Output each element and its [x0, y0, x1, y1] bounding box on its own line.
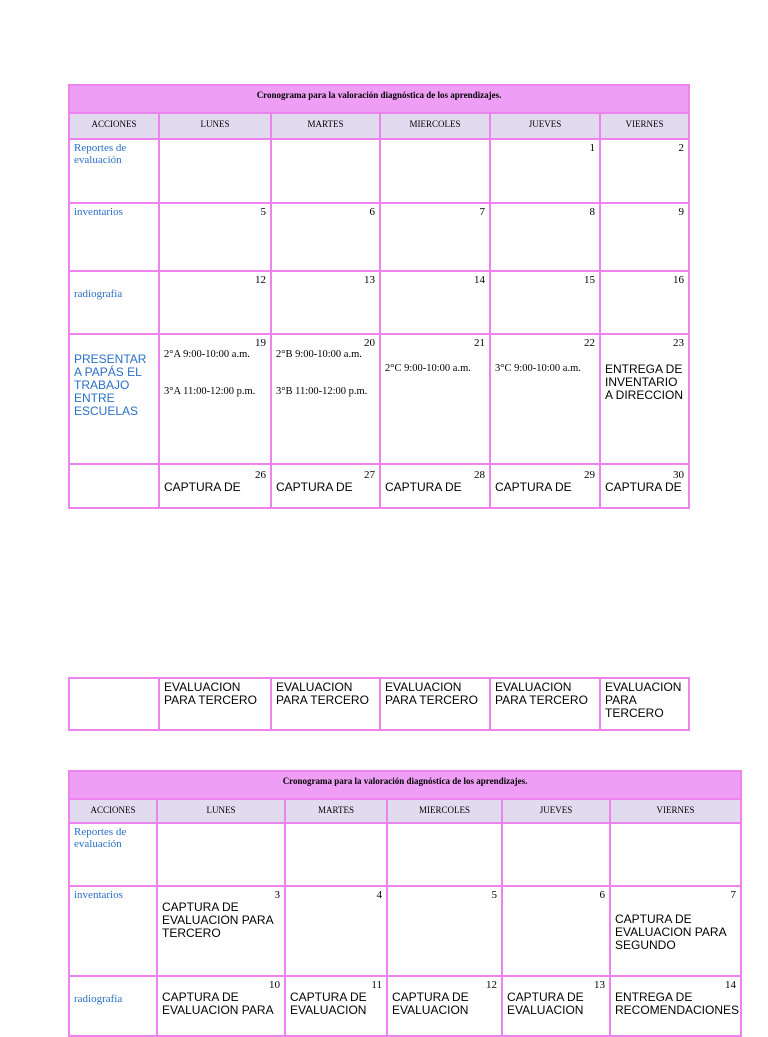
- schedule-entry: 3°C 9:00-10:00 a.m.: [495, 363, 581, 374]
- day-number: 6: [599, 889, 605, 901]
- schedule-entry: EVALUACION PARA TERCERO: [600, 678, 689, 730]
- day-cell: [271, 464, 380, 508]
- schedule-entry: EVALUACION PARA TERCERO: [271, 678, 380, 730]
- action-reportes: Reportes de evaluación: [69, 139, 159, 203]
- day-number: 14: [725, 979, 737, 991]
- schedule-entry: 2°C 9:00-10:00 a.m.: [385, 363, 471, 374]
- schedule-entry: 3°A 11:00-12:00 p.m.: [164, 386, 256, 397]
- schedule-entry: CAPTURA DE: [495, 480, 572, 494]
- header-martes: MARTES: [271, 113, 380, 139]
- day-number: 19: [255, 337, 266, 349]
- action-reportes: Reportes de evaluación: [69, 823, 157, 886]
- day-number: 14: [380, 271, 490, 334]
- schedule-entry: EVALUACION PARA TERCERO: [159, 678, 271, 730]
- table-title: Cronograma para la valoración diagnóstica de los aprendizajes.: [69, 85, 689, 113]
- day-cell: [159, 464, 271, 508]
- day-cell: [157, 976, 285, 1036]
- header-viernes: VIERNES: [600, 113, 689, 139]
- cell: [285, 823, 387, 886]
- day-number: 30: [673, 469, 685, 481]
- day-number: 12: [159, 271, 271, 334]
- action-presentar: PRESENTAR A PAPÁS EL TRABAJO ENTRE ESCUELAS: [69, 334, 159, 464]
- day-number: 15: [490, 271, 600, 334]
- schedule-entry: CAPTURA DE: [605, 480, 682, 494]
- day-number: 22: [584, 337, 595, 349]
- schedule-entry: EVALUACION PARA TERCERO: [380, 678, 490, 730]
- continuation-table: [68, 677, 690, 731]
- day-cell: [600, 334, 689, 464]
- header-jueves: JUEVES: [502, 799, 610, 823]
- header-viernes: VIERNES: [610, 799, 741, 823]
- day-cell: [502, 976, 610, 1036]
- header-miercoles: MIERCOLES: [387, 799, 502, 823]
- day-number: 7: [730, 889, 737, 901]
- day-number: 5: [159, 203, 271, 271]
- cell: [159, 139, 271, 203]
- schedule-entry: CAPTURA DE EVALUACION: [290, 990, 367, 1017]
- header-lunes: LUNES: [157, 799, 285, 823]
- day-number: 12: [486, 979, 497, 991]
- schedule-entry: CAPTURA DE: [164, 480, 241, 494]
- day-cell: [610, 976, 741, 1036]
- day-number: 4: [376, 889, 382, 901]
- day-cell: [387, 886, 502, 976]
- day-cell: [380, 464, 490, 508]
- header-jueves: JUEVES: [490, 113, 600, 139]
- schedule-entry: CAPTURA DE: [276, 480, 353, 494]
- day-number: 16: [600, 271, 689, 334]
- schedule-entry: 3°B 11:00-12:00 p.m.: [276, 386, 368, 397]
- day-number: 8: [490, 203, 600, 271]
- day-number: 2: [600, 139, 689, 203]
- day-number: 1: [490, 139, 600, 203]
- day-number: 13: [271, 271, 380, 334]
- action-radiografia: radiografía: [69, 271, 159, 334]
- schedule-entry: ENTREGA DE RECOMENDACIONES: [615, 990, 740, 1017]
- action-inventarios: inventarios: [69, 203, 159, 271]
- day-cell: [600, 464, 689, 508]
- cell: [157, 823, 285, 886]
- header-acciones: ACCIONES: [69, 113, 159, 139]
- schedule-entry: CAPTURA DE EVALUACION PARA: [162, 990, 274, 1017]
- header-martes: MARTES: [285, 799, 387, 823]
- day-cell: [157, 886, 285, 976]
- action-inventarios: inventarios: [69, 886, 157, 976]
- day-number: 21: [474, 337, 485, 349]
- day-number: 10: [269, 979, 280, 991]
- schedule-entry: CAPTURA DE EVALUACION: [507, 990, 584, 1017]
- header-miercoles: MIERCOLES: [380, 113, 490, 139]
- schedule-entry: 2°A 9:00-10:00 a.m.: [164, 349, 250, 360]
- day-number: 6: [271, 203, 380, 271]
- day-cell: [285, 976, 387, 1036]
- cell: [380, 139, 490, 203]
- day-number: 5: [491, 889, 497, 901]
- schedule-entry: 2°B 9:00-10:00 a.m.: [276, 349, 362, 360]
- day-cell: [490, 334, 600, 464]
- day-number: 28: [474, 469, 485, 481]
- day-cell: [159, 334, 271, 464]
- schedule-table-2: [68, 770, 742, 1037]
- cell: [69, 678, 159, 730]
- schedule-entry: CAPTURA DE EVALUACION: [392, 990, 469, 1017]
- day-number: 13: [594, 979, 605, 991]
- day-number: 29: [584, 469, 595, 481]
- cell: [271, 139, 380, 203]
- header-acciones: ACCIONES: [69, 799, 157, 823]
- cell: [610, 823, 741, 886]
- schedule-entry: CAPTURA DE EVALUACION PARA SEGUNDO: [615, 912, 726, 952]
- cell: [69, 464, 159, 508]
- day-number: 20: [364, 337, 375, 349]
- day-cell: [490, 464, 600, 508]
- day-number: 26: [255, 469, 266, 481]
- header-lunes: LUNES: [159, 113, 271, 139]
- cell: [387, 823, 502, 886]
- cell: [502, 823, 610, 886]
- day-number: 11: [371, 979, 382, 991]
- schedule-table-1: [68, 84, 690, 509]
- day-number: 3: [274, 889, 280, 901]
- table-title: Cronograma para la valoración diagnóstica de los aprendizajes.: [69, 771, 741, 799]
- day-cell: [387, 976, 502, 1036]
- schedule-entry: EVALUACION PARA TERCERO: [490, 678, 600, 730]
- day-cell: [380, 334, 490, 464]
- day-number: 27: [364, 469, 375, 481]
- day-number: 7: [380, 203, 490, 271]
- schedule-entry: CAPTURA DE EVALUACION PARA TERCERO: [162, 900, 273, 940]
- day-number: 9: [600, 203, 689, 271]
- day-cell: [285, 886, 387, 976]
- day-cell: [610, 886, 741, 976]
- schedule-entry: CAPTURA DE: [385, 480, 462, 494]
- day-number: 23: [673, 337, 685, 349]
- day-cell: [271, 334, 380, 464]
- day-cell: [502, 886, 610, 976]
- action-radiografia: radiografía: [69, 976, 157, 1036]
- schedule-entry: ENTREGA DE INVENTARIO A DIRECCION: [605, 362, 684, 402]
